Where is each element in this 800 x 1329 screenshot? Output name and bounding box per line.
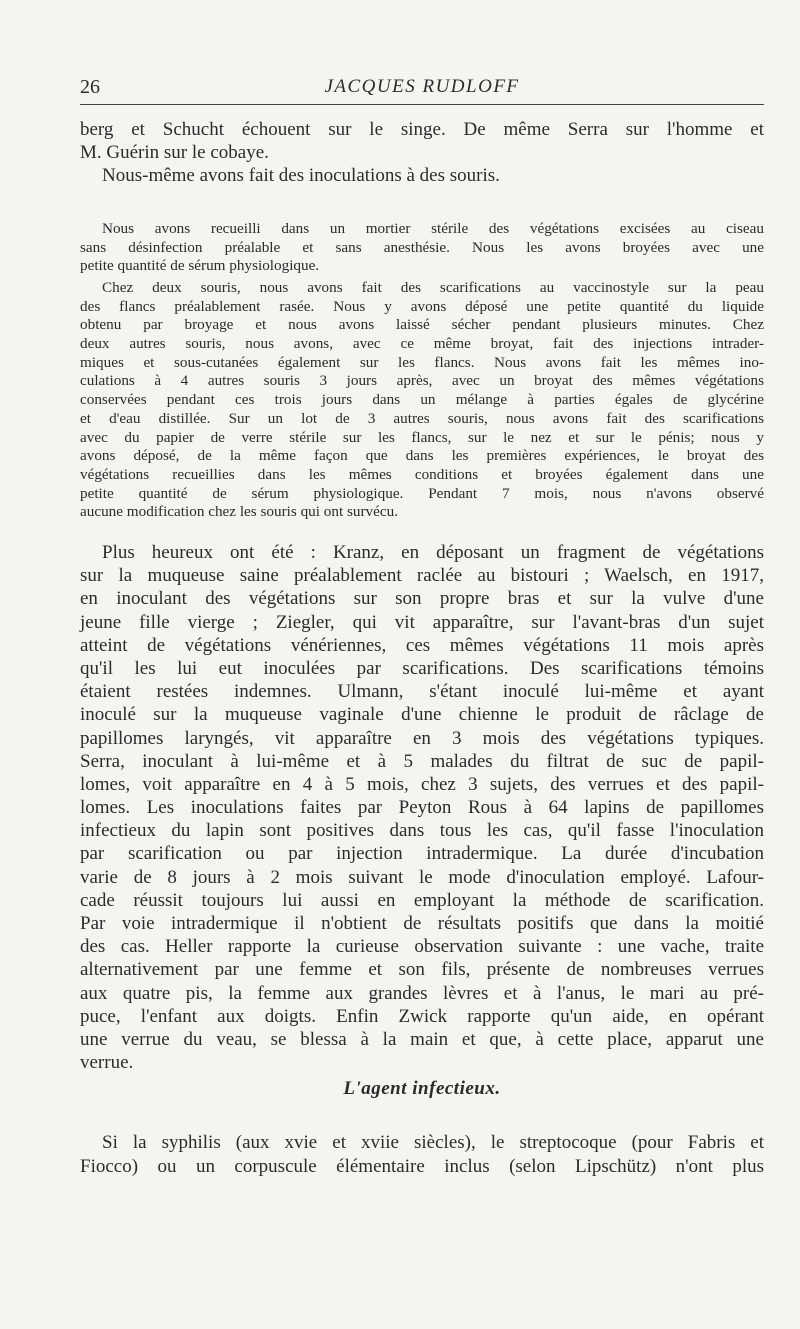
text-line: puce, l'enfant aux doigts. Enfin Zwick rapporte qu'un aide, en opérant	[80, 1005, 764, 1027]
text-line: par scarification ou par injection intradermique. La durée d'incubation	[80, 843, 764, 865]
text-line: verrue.	[80, 1052, 134, 1074]
text-line: deux autres souris, nous avons, avec ce même broyat, fait des injections intrader-	[80, 335, 764, 353]
text-line: obtenu par broyage et nous avons laissé sécher pendant plusieurs minutes. Chez	[80, 316, 764, 334]
page-number: 26	[80, 76, 100, 98]
main-paragraph	[80, 541, 764, 1074]
text-line: infectieux du lapin sont positives dans tous les cas, qu'il fasse l'inoculation	[80, 820, 764, 842]
text-line: inoculé sur la muqueuse vaginale d'une chienne le produit de râclage de	[80, 704, 764, 726]
text-line: des flancs préalablement rasée. Nous y avons déposé une petite quantité du liquide	[80, 297, 764, 315]
text-line: avec du papier de verre stérile sur les flancs, sur le nez et sur le pénis; nous y	[80, 428, 764, 446]
experiment-paragraph-2	[80, 279, 764, 522]
text-line: miques et sous-cutanées également sur les flancs. Nous avons fait les mêmes ino-	[80, 353, 764, 371]
running-head: JACQUES RUDLOFF	[324, 76, 520, 97]
text-line: atteint de végétations vénériennes, ces mêmes végétations 11 mois après	[80, 634, 764, 656]
text-line: Serra, inoculant à lui-même et à 5 malades du filtrat de suc de papil-	[80, 750, 764, 772]
text-line: étaient restées indemnes. Ulmann, s'étant inoculé lui-même et ayant	[80, 681, 764, 703]
text-line: Chez deux souris, nous avons fait des scarifications au vaccinostyle sur la peau	[102, 279, 764, 296]
text-line: berg et Schucht échouent sur le singe. De même Serra sur l'homme et	[80, 119, 764, 140]
text-line: lomes, voit apparaître en 4 à 5 mois, chez 3 sujets, des verrues et des papil-	[80, 773, 764, 795]
text-line: sur la muqueuse saine préalablement raclée au bistouri ; Waelsch, en 1917,	[80, 565, 764, 587]
text-line: conservées pendant ces trois jours dans un mélange à parties égales de glycérine	[80, 391, 764, 409]
text-line: Fiocco) ou un corpuscule élémentaire inclus (selon Lipschütz) n'ont plus	[80, 1156, 764, 1177]
text-line: Si la syphilis (aux xvie et xviie siècles), le streptocoque (pour Fabris et	[102, 1132, 764, 1153]
text-line: aucune modification chez les souris qui ont survécu.	[80, 503, 399, 521]
intro-paragraph	[80, 118, 764, 187]
section-heading: L'agent infectieux.	[343, 1078, 501, 1099]
text-line: sans désinfection préalable et sans anesthésie. Nous les avons broyées avec une	[80, 238, 764, 256]
text-line: une verrue du veau, se blessa à la main et que, à cette place, apparut une	[80, 1028, 764, 1050]
page-header	[80, 66, 764, 106]
text-line: aux quatre pis, la femme aux grandes lèvres et à l'anus, le mari au pré-	[80, 982, 764, 1004]
text-line: végétations recueillies dans les mêmes conditions et broyées également dans une	[80, 465, 764, 483]
text-line: avons déposé, de la même façon que dans les premières expériences, le broyat des	[80, 447, 764, 465]
text-line: Plus heureux ont été : Kranz, en déposant un fragment de végétations	[102, 542, 764, 563]
text-line: varie de 8 jours à 2 mois suivant le mode d'inoculation employé. Lafour-	[80, 866, 764, 888]
text-line: des cas. Heller rapporte la curieuse observation suivante : une vache, traite	[80, 936, 764, 958]
text-line: papillomes laryngés, vit apparaître en 3 mois des végétations typiques.	[80, 727, 764, 749]
text-line: petite quantité de sérum physiologique.	[80, 257, 320, 275]
text-line: alternativement par une femme et son fils, présente de nombreuses verrues	[80, 959, 764, 981]
text-line: en inoculant des végétations sur son propre bras et sur la vulve d'une	[80, 588, 764, 610]
text-line: jeune fille vierge ; Ziegler, qui vit apparaître, sur l'avant-bras d'un sujet	[80, 611, 764, 633]
text-line: petite quantité de sérum physiologique. Pendant 7 mois, nous n'avons observé	[80, 484, 764, 502]
text-line: Nous avons recueilli dans un mortier stérile des végétations excisées au ciseau	[102, 220, 764, 237]
text-line: cade réussit toujours lui aussi en employant la méthode de scarification.	[80, 889, 764, 911]
text-line: Nous-même avons fait des inoculations à des souris.	[102, 165, 500, 186]
text-line: et d'eau distillée. Sur un lot de 3 autres souris, nous avons fait des scarifications	[80, 409, 764, 427]
text-line: Par voie intradermique il n'obtient de résultats positifs que dans la moitié	[80, 913, 764, 934]
text-line: M. Guérin sur le cobaye.	[80, 142, 269, 163]
text-line: culations à 4 autres souris 3 jours après, avec un broyat des mêmes végétations	[80, 372, 764, 390]
text-line: qu'il les lui eut inoculées par scarifications. Des scarifications témoins	[80, 657, 764, 679]
text-line: lomes. Les inoculations faites par Peyton Rous à 64 lapins de papillomes	[80, 797, 764, 819]
header-rule	[80, 104, 764, 105]
final-paragraph	[80, 1131, 764, 1179]
experiment-paragraph-1	[80, 220, 764, 276]
